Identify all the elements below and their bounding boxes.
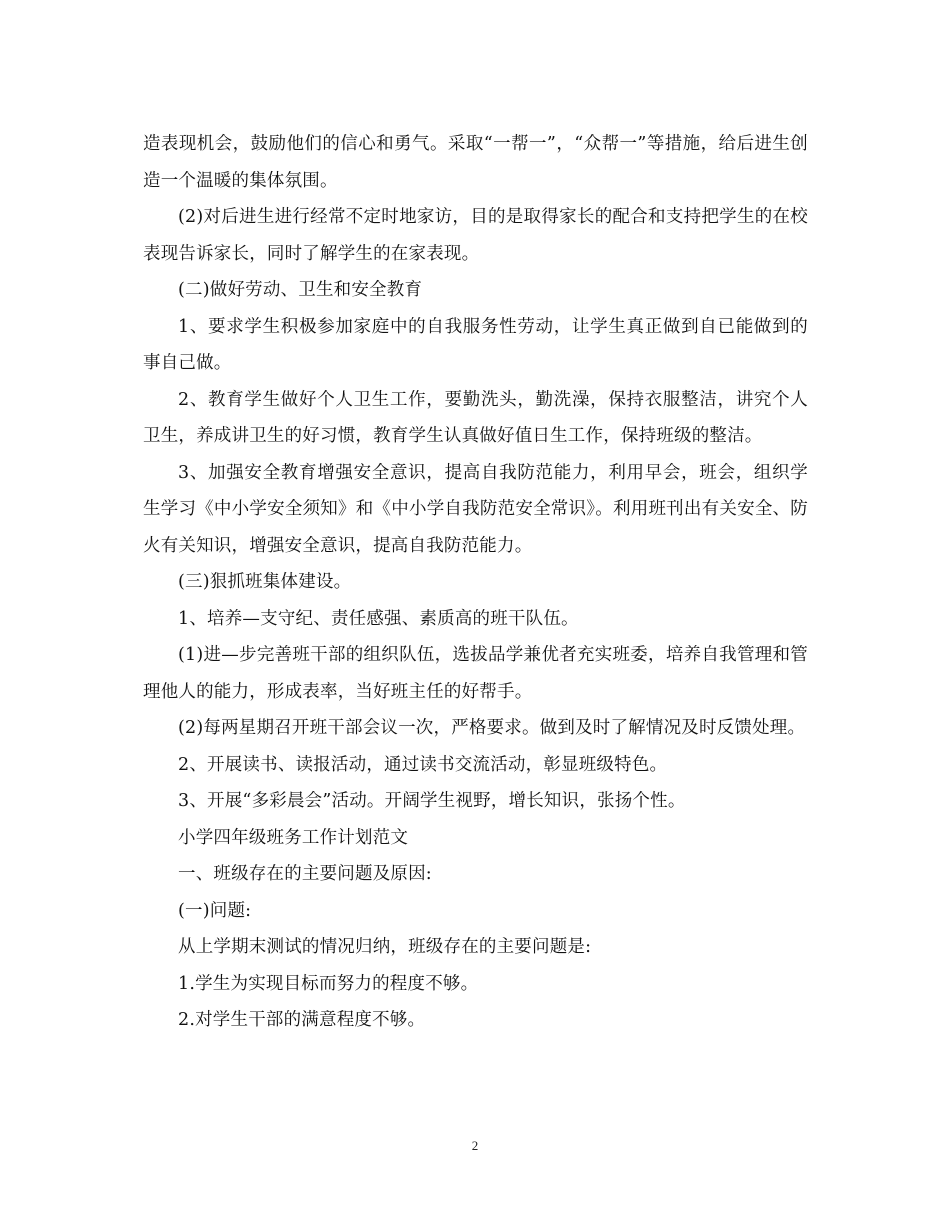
list-item-problem-2: 2.对学生干部的满意程度不够。 (178, 1010, 426, 1030)
paragraph-safety-education: 3、加强安全教育增强安全意识，提高自我防范能力，利用早会，班会，组织学生学习《中小学安全须知》和《中小学自我防范安全常识》。利用班刊出有关安全、防火有关知识，增强安全意识，提高自我防范能力。 (143, 462, 808, 556)
section-heading-labor-safety: (二)做好劳动、卫生和安全教育 (178, 280, 423, 300)
section-heading-class-building: (三)狠抓班集体建设。 (178, 572, 352, 592)
paragraph-cadre-team: 1、培养—支守纪、责任感强、素质高的班干队伍。 (178, 608, 579, 629)
paragraph-self-service-labor: 1、要求学生积极参加家庭中的自我服务性劳动，让学生真正做到自已能做到的事自己做。 (143, 316, 808, 373)
subheading-problems: (一)问题: (178, 900, 252, 921)
paragraph-personal-hygiene: 2、教育学生做好个人卫生工作，要勤洗头，勤洗澡，保持衣服整洁，讲究个人卫生，养成讲卫生的好习惯，教育学生认真做好值日生工作，保持班级的整洁。 (143, 389, 808, 446)
paragraph-reading-activity: 2、开展读书、读报活动，通过读书交流活动，彰显班级特色。 (178, 754, 668, 775)
paragraph-cadre-meeting: (2)每两星期召开班干部会议一次，严格要求。做到及时了解情况及时反馈处理。 (178, 718, 806, 738)
page-number: 2 (471, 1138, 479, 1153)
paragraph-home-visit: (2)对后进生进行经常不定时地家访，目的是取得家长的配合和支持把学生的在校表现告诉家长，同时了解学生的在家表现。 (143, 207, 808, 264)
document-section-title: 小学四年级班务工作计划范文 (178, 827, 409, 848)
list-item-problem-1: 1.学生为实现目标而努力的程度不够。 (178, 973, 479, 994)
paragraph-improve-cadre: (1)进—步完善班干部的组织队伍，选拔品学兼优者充实班委，培养自我管理和管理他人的能力，形成表率，当好班主任的好帮手。 (143, 645, 808, 702)
document-body (143, 126, 808, 1039)
paragraph-morning-meeting: 3、开展“多彩晨会”活动。开阔学生视野，增长知识，张扬个性。 (178, 791, 686, 811)
paragraph-problem-summary: 从上学期末测试的情况归纳，班级存在的主要问题是: (178, 937, 592, 957)
paragraph-continuation: 造表现机会，鼓励他们的信心和勇气。采取“一帮一”，“众帮一”等措施，给后进生创造一个温暖的集体氛围。 (143, 134, 808, 191)
section-heading-problems: 一、班级存在的主要问题及原因: (178, 864, 432, 884)
